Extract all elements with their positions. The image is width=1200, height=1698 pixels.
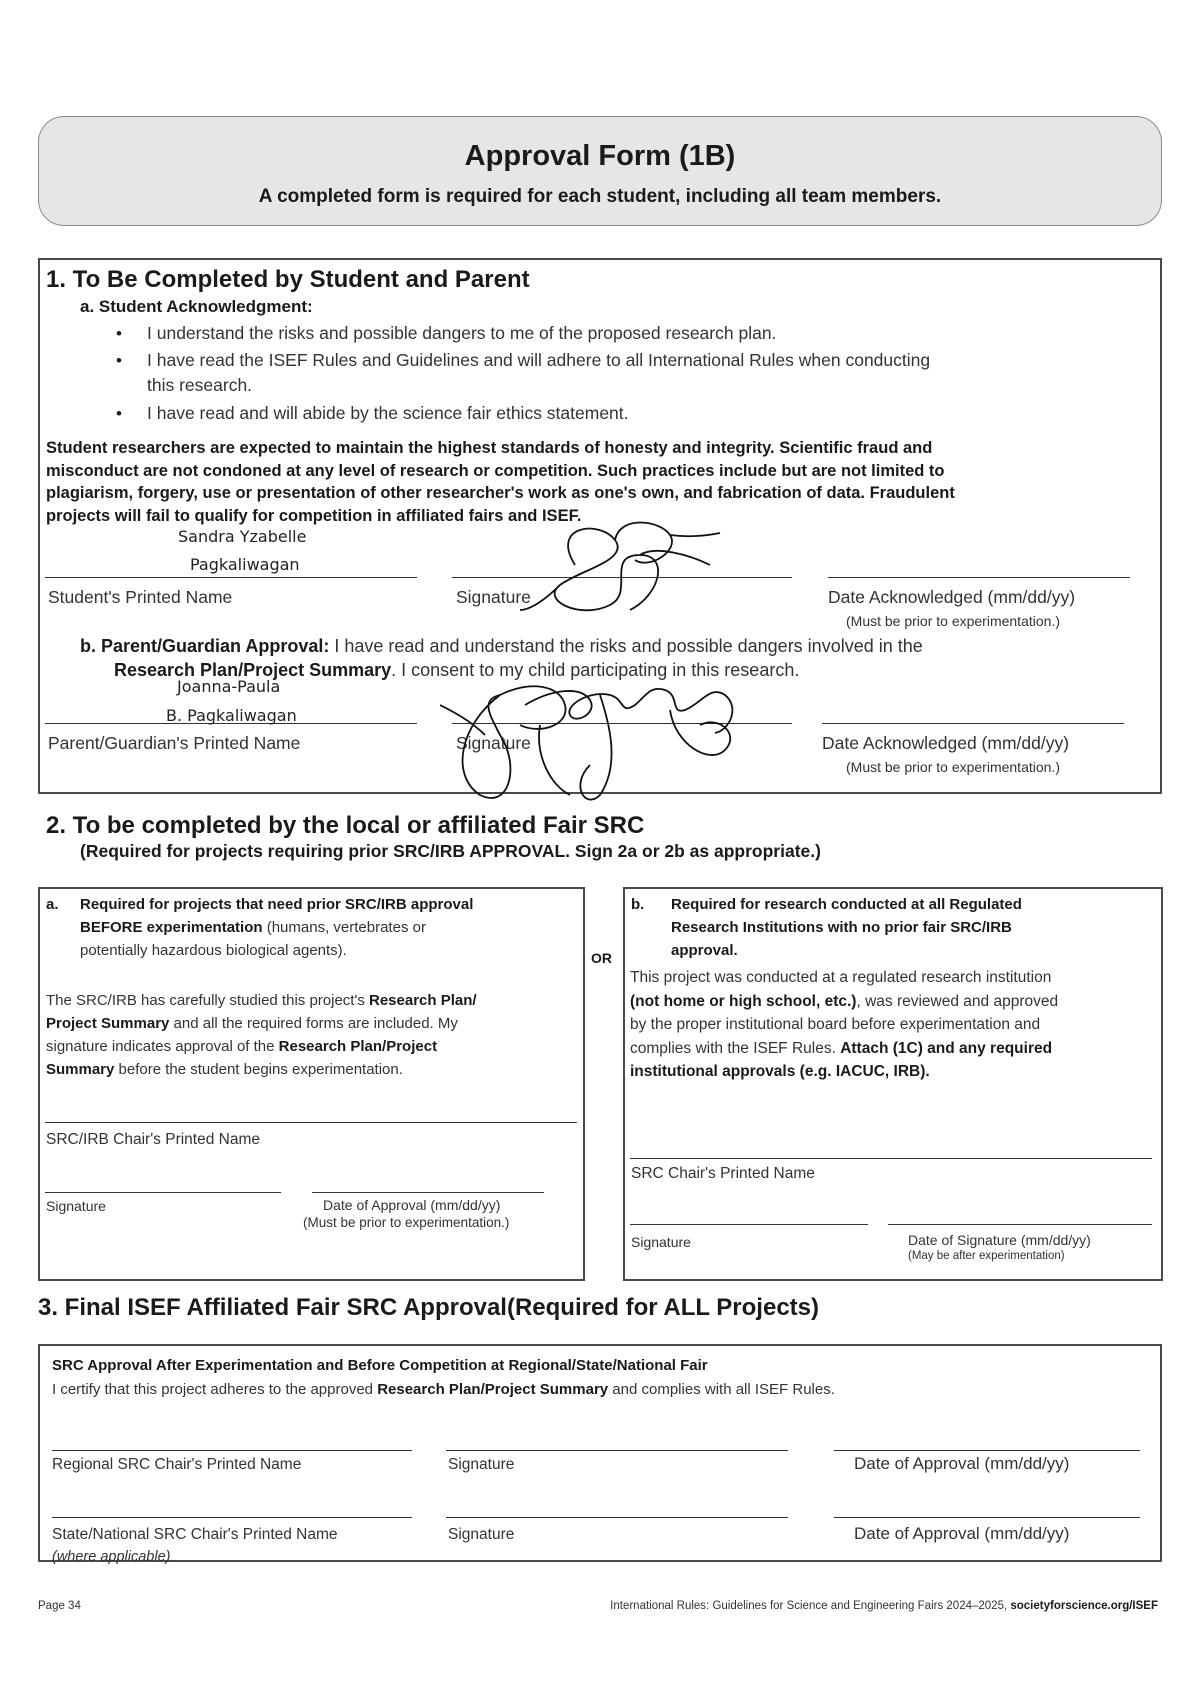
parent-signature-label: Signature [456,733,531,753]
section3-heading: 3. Final ISEF Affiliated Fair SRC Approval(Required for ALL Projects) [38,1294,819,1321]
or-label: OR [591,950,612,966]
s2a-date-label: Date of Approval (mm/dd/yy) [323,1197,501,1213]
s2a-date-line [312,1192,544,1193]
student-date-label: Date Acknowledged (mm/dd/yy) [828,587,1076,607]
bullet-item-cont: this research. [147,375,253,395]
s2b-p4b: Attach (1C) and any required [840,1039,1053,1057]
student-date-line [828,577,1130,578]
section2b-head-1: Required for research conducted at all Regulated [671,896,1022,913]
section2b-head-2: Research Institutions with no prior fair SRC/IRB [671,919,1012,936]
regional-date-line [834,1450,1140,1451]
bullet-item: I have read the ISEF Rules and Guidelines and will adhere to all International Rules when conducting [147,350,931,370]
student-name-line [45,577,417,578]
s2b-p2: , was reviewed and approved [856,992,1059,1010]
parent-name-value-1: Joanna-Paula [177,677,281,696]
cert-text-2: and complies with all ISEF Rules. [608,1381,835,1398]
student-name-value-2: Pagkaliwagan [190,555,300,574]
bullet-item: I understand the risks and possible dangers to me of the proposed research plan. [147,323,777,343]
student-ack-label: a. Student Acknowledgment: [80,297,313,316]
state-name-label: State/National SRC Chair's Printed Name [52,1526,338,1543]
student-date-note: (Must be prior to experimentation.) [846,613,1060,629]
parent-approval-label: b. Parent/Guardian Approval: [80,636,330,656]
section3-certify [52,1381,835,1398]
regional-signature-label: Signature [448,1456,515,1473]
form-title: Approval Form (1B) [464,140,736,172]
s2b-chair-line [630,1158,1152,1159]
regional-name-label: Regional SRC Chair's Printed Name [52,1456,302,1473]
bullet-dot: • [116,324,122,343]
section2b-letter: b. [631,896,645,913]
s2a-p3: signature indicates approval of the [46,1038,279,1055]
parent-name-line [45,723,417,724]
state-signature-label: Signature [448,1526,515,1543]
footer-reference [610,1600,1158,1612]
section1-heading: 1. To Be Completed by Student and Parent [46,266,530,293]
ethics-statement [46,437,1156,527]
form-subtitle: A completed form is required for each student, including all team members. [258,186,942,207]
s2a-p2: and all the required forms are included. My [169,1015,458,1032]
parent-date-line [822,723,1124,724]
state-signature-line [446,1517,788,1518]
section2-heading: 2. To be completed by the local or affiliated Fair SRC [46,812,645,839]
cert-text-1: I certify that this project adheres to the approved [52,1381,378,1398]
bullet-dot: • [116,351,122,370]
student-signature-label: Signature [456,587,531,607]
section2a-head-3: potentially hazardous biological agents). [80,942,347,959]
bullet-item: I have read and will abide by the science fair ethics statement. [147,403,629,423]
s2b-signature-label: Signature [631,1234,691,1250]
bullet-dot: • [116,404,122,423]
ethics-line: misconduct are not condoned at any level of research or competition. Such practices include but are not limited to [46,461,945,480]
s2a-p1: The SRC/IRB has carefully studied this project's [46,992,369,1009]
ethics-line: Student researchers are expected to maintain the highest standards of honesty and integrity. Scientific fraud and [46,439,933,457]
s2b-p3: by the proper institutional board before experimentation and [630,1016,1041,1033]
s2b-chair-label: SRC Chair's Printed Name [631,1165,815,1182]
ethics-line: projects will fail to qualify for competition in affiliated fairs and ISEF. [46,506,582,525]
s2a-p3b: Research Plan/Project [278,1038,438,1055]
s2b-p5b: institutional approvals (e.g. IACUC, IRB). [630,1063,930,1080]
student-name-label: Student's Printed Name [48,587,233,607]
s2a-chair-line [45,1122,577,1123]
state-name-note: (where applicable) [52,1549,171,1565]
student-signature-drawing [520,515,750,640]
section2a-heading [46,893,576,962]
ethics-line: plagiarism, forgery, use or presentation of other researcher's work as one's own, and fabrication of data. Fraudulent [46,484,955,502]
parent-approval-bold: Research Plan/Project Summary [114,660,392,680]
parent-date-label: Date Acknowledged (mm/dd/yy) [822,733,1070,753]
s2a-chair-label: SRC/IRB Chair's Printed Name [46,1131,260,1148]
section2a-head-2: BEFORE experimentation [80,919,263,936]
s2b-date-label: Date of Signature (mm/dd/yy) [908,1232,1091,1248]
footer-url: societyforscience.org/ISEF [1010,1600,1158,1612]
s2b-p2b: (not home or high school, etc.) [630,992,857,1010]
section2a-letter: a. [46,896,59,913]
section2a-statement [46,989,581,1081]
page-number: Page 34 [38,1600,81,1612]
section2b-heading [631,893,1156,962]
s2a-signature-label: Signature [46,1198,106,1214]
s2a-signature-line [45,1192,281,1193]
s2b-signature-line [630,1224,868,1225]
section3-box-heading: SRC Approval After Experimentation and Before Competition at Regional/State/National Fair [52,1357,708,1374]
s2a-date-note: (Must be prior to experimentation.) [303,1215,510,1230]
parent-name-label: Parent/Guardian's Printed Name [48,733,301,753]
state-date-label: Date of Approval (mm/dd/yy) [854,1524,1070,1543]
s2b-p1: This project was conducted at a regulated research institution [630,969,1052,986]
section2a-head-rest: (humans, vertebrates or [262,919,426,936]
s2b-p4: complies with the ISEF Rules. [630,1039,841,1057]
parent-date-note: (Must be prior to experimentation.) [846,759,1060,775]
parent-name-value-2: B. Pagkaliwagan [166,706,297,725]
cert-bold: Research Plan/Project Summary [377,1381,609,1398]
section2b-statement [630,966,1160,1084]
parent-signature-drawing [440,655,780,815]
regional-date-label: Date of Approval (mm/dd/yy) [854,1454,1070,1473]
section2-subheading: (Required for projects requiring prior SRC/IRB APPROVAL. Sign 2a or 2b as appropriate.) [80,841,821,861]
section2a-head-1: Required for projects that need prior SRC/IRB approval [80,896,474,913]
s2a-p4b: Summary [46,1061,115,1078]
section2b-head-3: approval. [671,942,738,959]
state-date-line [834,1517,1140,1518]
s2b-date-note: (May be after experimentation) [908,1250,1065,1262]
parent-approval-text-1: I have read and understand the risks and possible dangers involved in the [329,636,923,656]
regional-signature-line [446,1450,788,1451]
s2a-p1b: Research Plan/ [369,992,477,1009]
s2b-date-line [888,1224,1152,1225]
s2a-p4: before the student begins experimentation. [114,1061,403,1078]
state-name-line [52,1517,412,1518]
footer-ref-text: International Rules: Guidelines for Science and Engineering Fairs 2024–2025, [610,1600,1011,1612]
student-name-value-1: Sandra Yzabelle [178,527,307,546]
regional-name-line [52,1450,412,1451]
parent-approval-text-2: . I consent to my child participating in this research. [391,660,800,680]
s2a-p2b: Project Summary [46,1015,170,1032]
